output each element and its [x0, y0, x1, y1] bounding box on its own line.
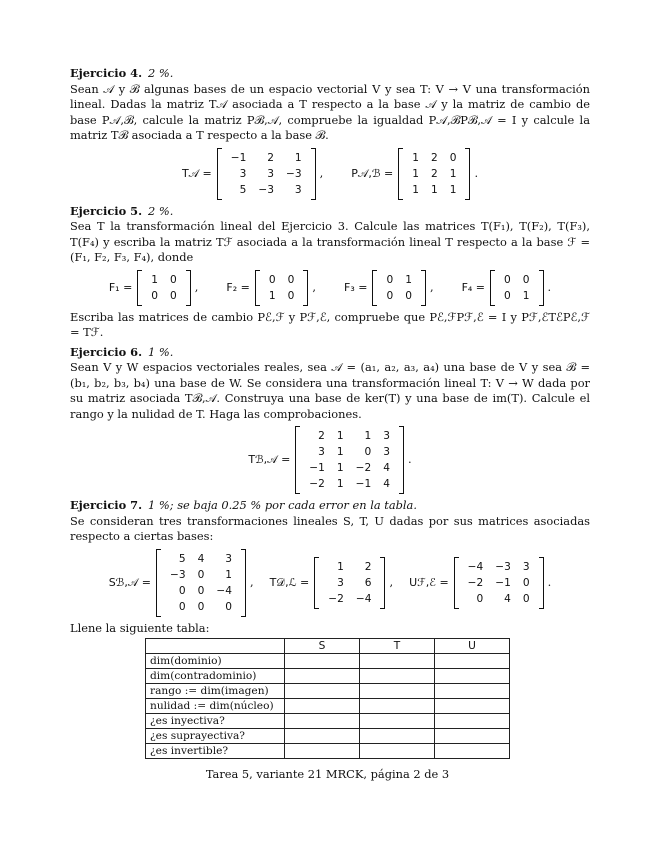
matrix-entry: 1 — [294, 151, 302, 164]
table-cell-U[interactable] — [435, 684, 510, 699]
matrix-row — [263, 288, 301, 304]
matrix-entry: 1 — [364, 430, 372, 442]
matrix-entry: 1 — [412, 167, 419, 180]
table-row-label: dim(contradominio) — [146, 669, 285, 684]
matrix-TA-label: T𝒜 = — [181, 166, 212, 180]
matrix-F2 — [255, 270, 309, 306]
exercise-4-equations — [70, 148, 590, 200]
matrix-row — [164, 583, 238, 599]
matrix-entry: 2 — [318, 430, 325, 442]
page-content — [70, 66, 590, 759]
matrix-entry: 0 — [225, 600, 232, 613]
matrix-F3 — [372, 270, 426, 306]
matrix-entry: 0 — [449, 151, 457, 164]
table-row — [146, 729, 510, 744]
table-cell-S[interactable] — [285, 699, 360, 714]
table-row-label: ¿es suprayectiva? — [146, 729, 285, 744]
matrix-entry: 3 — [225, 552, 232, 565]
matrix-entry: 0 — [268, 273, 276, 286]
matrix-entry: 1 — [336, 478, 344, 490]
matrix-TBA — [295, 426, 404, 494]
matrix-row — [462, 591, 536, 607]
matrix-entry: 0 — [197, 568, 205, 581]
matrix-entry: 0 — [287, 289, 295, 302]
separator: , — [319, 165, 324, 180]
matrix-entry: 1 — [337, 560, 344, 573]
matrix-S — [156, 549, 246, 617]
matrix-entry: 1 — [430, 183, 438, 196]
table-row — [146, 654, 510, 669]
matrix-entry: 4 — [383, 478, 391, 490]
matrix-row — [406, 182, 462, 198]
exercise-6-equations — [70, 426, 590, 494]
matrix-entry: −2 — [467, 576, 484, 589]
matrix-entry: 0 — [386, 273, 394, 286]
matrix-grid — [322, 559, 377, 607]
table-cell-T[interactable] — [360, 729, 435, 744]
matrix-entry: 1 — [449, 183, 457, 196]
matrix-entry: 1 — [405, 273, 412, 286]
matrix-entry: 1 — [449, 167, 457, 180]
matrix-entry: 1 — [412, 183, 419, 196]
matrix-entry: 0 — [522, 576, 530, 589]
matrix-entry: −1 — [230, 151, 247, 164]
separator: , — [312, 279, 316, 294]
matrix-entry: 1 — [225, 568, 232, 581]
table-cell-U[interactable] — [435, 654, 510, 669]
matrix-entry: 5 — [178, 552, 186, 565]
table-header-blank — [146, 639, 285, 654]
matrix-row — [303, 460, 396, 476]
matrix-row — [498, 288, 536, 304]
exercise-4-percent: 2 %. — [148, 66, 174, 80]
end-period: . — [547, 574, 552, 589]
table-header-row — [146, 639, 510, 654]
matrix-entry: 0 — [197, 600, 205, 613]
exercise-4-title: Ejercicio 4. — [70, 66, 143, 80]
matrix-entry: −3 — [286, 167, 302, 180]
table-cell-U[interactable] — [435, 729, 510, 744]
table-intro: Llene la siguiente tabla: — [70, 620, 210, 635]
matrix-row — [164, 567, 238, 583]
matrix-F4 — [490, 270, 544, 306]
matrix-U-label: Uℱ,ℰ = — [409, 575, 449, 589]
matrix-grid — [225, 150, 308, 198]
table-cell-U[interactable] — [435, 699, 510, 714]
matrix-grid — [498, 272, 536, 304]
matrix-entry: 5 — [239, 183, 247, 196]
matrix-entry: 0 — [522, 273, 530, 286]
table-header-S: S — [285, 639, 360, 654]
table-cell-S[interactable] — [285, 744, 360, 759]
exercise-7-text: Se consideran tres transformaciones lineales S, T, U dadas por sus matrices asociadas respecto a ciertas bases: — [70, 513, 590, 543]
matrix-TA — [217, 148, 316, 200]
matrix-row — [303, 428, 396, 444]
table-row — [146, 669, 510, 684]
matrix-entry: −4 — [467, 560, 484, 573]
matrix-F1 — [137, 270, 191, 306]
matrix-entry: 1 — [412, 151, 419, 164]
matrix-entry: 3 — [318, 446, 325, 458]
separator: , — [249, 574, 254, 589]
matrix-entry: 2 — [430, 151, 438, 164]
matrix-row — [164, 551, 238, 567]
separator: , — [389, 574, 394, 589]
table-row — [146, 684, 510, 699]
matrix-row — [145, 288, 183, 304]
table-cell-T[interactable] — [360, 684, 435, 699]
matrix-entry: −2 — [328, 592, 344, 605]
matrix-entry: 2 — [430, 167, 438, 180]
matrix-row — [406, 166, 462, 182]
matrix-entry: −3 — [495, 560, 511, 573]
table-row-label: ¿es invertible? — [146, 744, 285, 759]
table-cell-S[interactable] — [285, 729, 360, 744]
matrix-entry: −1 — [495, 576, 511, 589]
matrix-entry: −3 — [258, 183, 275, 196]
exercise-6 — [70, 345, 590, 495]
table-cell-T[interactable] — [360, 669, 435, 684]
matrix-entry: 3 — [294, 183, 302, 196]
matrix-entry: 0 — [178, 584, 186, 597]
exercise-6-percent: 1 %. — [148, 344, 174, 359]
matrix-grid — [263, 272, 301, 304]
table-header-T: T — [360, 639, 435, 654]
exercise-6-title: Ejercicio 6. — [70, 344, 143, 359]
matrix-entry: 1 — [522, 289, 530, 302]
matrix-entry: 4 — [197, 552, 205, 565]
table-cell-T[interactable] — [360, 744, 435, 759]
matrix-entry: 1 — [151, 273, 159, 286]
answer-table — [145, 638, 510, 759]
matrix-row — [164, 599, 238, 615]
matrix-TBA-label: Tℬ,𝒜 = — [248, 453, 291, 467]
matrix-entry: 4 — [504, 592, 511, 605]
matrix-entry: −2 — [309, 478, 325, 490]
separator: , — [194, 279, 199, 294]
table-cell-S[interactable] — [285, 714, 360, 729]
matrix-grid — [145, 272, 183, 304]
matrix-S-label: Sℬ,𝒜 = — [108, 575, 151, 589]
table-cell-T[interactable] — [360, 699, 435, 714]
exercise-5-text: Sea T la transformación lineal del Ejercicio 3. Calcule las matrices T(F₁), T(F₂), T(F₃), T(F₄) y escriba la matriz Tℱ asociada a la transformación lineal T respecto a la base ℱ = (F₁, F₂, F₃, F₄), donde — [70, 219, 590, 264]
matrix-row — [322, 591, 377, 607]
exercise-5-equations — [70, 270, 590, 306]
table-cell-U[interactable] — [435, 714, 510, 729]
matrix-entry: 2 — [267, 151, 275, 164]
matrix-PAB — [398, 148, 470, 200]
matrix-row — [498, 272, 536, 288]
matrix-entry: 0 — [178, 600, 186, 613]
matrix-entry: −2 — [355, 462, 372, 474]
matrix-entry: 1 — [268, 289, 276, 302]
matrix-row — [263, 272, 301, 288]
exercise-4 — [70, 66, 590, 200]
matrix-row — [322, 559, 377, 575]
matrix-row — [380, 288, 418, 304]
matrix-row — [380, 272, 418, 288]
matrix-entry: 4 — [383, 462, 391, 474]
table-cell-U[interactable] — [435, 744, 510, 759]
matrix-entry: −1 — [355, 478, 372, 490]
table-body — [146, 654, 510, 759]
table-cell-S[interactable] — [285, 684, 360, 699]
matrix-grid — [462, 559, 536, 607]
exercise-4-text: Sean 𝒜 y ℬ algunas bases de un espacio vectorial V y sea T: V → V una transformación lineal. Dadas la matriz T𝒜 asociada a T respecto a la base 𝒜 y la matriz de cambio de base P𝒜,ℬ, calcule la matriz Pℬ,𝒜, compruebe la igualdad P𝒜,ℬPℬ,𝒜 = I y calcule la matriz Tℬ asociada a T respecto a la base ℬ. — [70, 81, 590, 142]
exercise-5-percent: 2 %. — [148, 203, 174, 218]
exercise-7 — [70, 498, 590, 759]
matrix-row — [406, 150, 462, 166]
table-cell-S[interactable] — [285, 669, 360, 684]
exercise-7-equations — [70, 549, 590, 617]
matrix-entry: 0 — [151, 289, 159, 302]
matrix-row — [225, 166, 308, 182]
matrix-row — [462, 559, 536, 575]
matrix-U — [454, 557, 544, 609]
matrix-entry: −3 — [169, 568, 186, 581]
matrix-entry: 0 — [170, 289, 177, 302]
matrix-entry: 3 — [267, 167, 275, 180]
table-cell-U[interactable] — [435, 669, 510, 684]
matrix-row — [145, 272, 183, 288]
matrix-row — [303, 444, 396, 460]
table-row-label: ¿es inyectiva? — [146, 714, 285, 729]
matrix-entry: 6 — [364, 576, 372, 589]
matrix-entry: −4 — [355, 592, 372, 605]
matrix-row — [225, 150, 308, 166]
matrix-entry: 0 — [476, 592, 484, 605]
matrix-entry: 0 — [386, 289, 394, 302]
matrix-entry: 3 — [337, 576, 344, 589]
matrix-F2-label: F₂ = — [226, 280, 250, 294]
matrix-grid — [406, 150, 462, 198]
matrix-F4-label: F₄ = — [461, 280, 486, 294]
matrix-entry: 0 — [287, 273, 295, 286]
table-header-U: U — [435, 639, 510, 654]
matrix-entry: 0 — [405, 289, 412, 302]
matrix-entry: 3 — [522, 560, 530, 573]
end-period: . — [474, 165, 479, 180]
matrix-entry: 0 — [197, 584, 205, 597]
matrix-entry: 3 — [383, 446, 391, 458]
table-row-label: rango := dim(imagen) — [146, 684, 285, 699]
matrix-entry: 1 — [336, 430, 344, 442]
matrix-entry: 1 — [336, 462, 344, 474]
matrix-entry: 3 — [383, 430, 391, 442]
exercise-7-percent: 1 %; se baja 0.25 % por cada error en la tabla. — [148, 498, 417, 512]
table-row — [146, 714, 510, 729]
matrix-PAB-label: P𝒜,ℬ = — [351, 166, 394, 180]
matrix-row — [462, 575, 536, 591]
end-period: . — [408, 452, 412, 467]
page-footer: Tarea 5, variante 21 MRCK, página 2 de 3 — [205, 767, 450, 781]
matrix-entry: 3 — [239, 167, 247, 180]
table-row — [146, 699, 510, 714]
matrix-F1-label: F₁ = — [108, 280, 133, 294]
separator: , — [429, 279, 434, 294]
table-cell-T[interactable] — [360, 714, 435, 729]
exercise-5-title: Ejercicio 5. — [70, 203, 143, 218]
matrix-F3-label: F₃ = — [344, 280, 368, 294]
matrix-entry: 0 — [504, 273, 511, 286]
matrix-row — [225, 182, 308, 198]
matrix-row — [322, 575, 377, 591]
matrix-entry: 2 — [364, 560, 372, 573]
matrix-row — [303, 476, 396, 492]
table-cell-S[interactable] — [285, 654, 360, 669]
table-cell-T[interactable] — [360, 654, 435, 669]
matrix-grid — [303, 428, 396, 492]
exercise-6-text: Sean V y W espacios vectoriales reales, sea 𝒜 = (a₁, a₂, a₃, a₄) una base de V y sea ℬ = (b₁, b₂, b₃, b₄) una base de W. Se considera una transformación lineal T: V → W dada por su matriz asociada Tℬ,𝒜. Construya una base de ker(T) y una base de im(T). Calcule el rango y la nulidad de T. Haga las comprobaciones. — [70, 360, 590, 421]
matrix-entry: −1 — [309, 462, 325, 474]
table-row — [146, 744, 510, 759]
matrix-T-label: T𝒟,ℒ = — [269, 575, 310, 589]
matrix-entry: 0 — [170, 273, 177, 286]
matrix-entry: 0 — [522, 592, 530, 605]
matrix-grid — [380, 272, 418, 304]
exercise-5-text-2: Escriba las matrices de cambio Pℰ,ℱ y Pℱ,ℰ, compruebe que Pℰ,ℱPℱ,ℰ = I y Pℱ,ℰTℰPℰ,ℱ = Tℱ. — [70, 309, 590, 339]
matrix-entry: 0 — [364, 446, 372, 458]
exercise-7-title: Ejercicio 7. — [70, 498, 143, 512]
table-row-label: dim(dominio) — [146, 654, 285, 669]
matrix-entry: −4 — [216, 584, 232, 597]
matrix-entry: 1 — [336, 446, 344, 458]
matrix-grid — [164, 551, 238, 615]
matrix-T — [314, 557, 385, 609]
end-period: . — [547, 279, 552, 294]
exercise-5 — [70, 204, 590, 341]
table-row-label: nulidad := dim(núcleo) — [146, 699, 285, 714]
matrix-entry: 0 — [504, 289, 511, 302]
